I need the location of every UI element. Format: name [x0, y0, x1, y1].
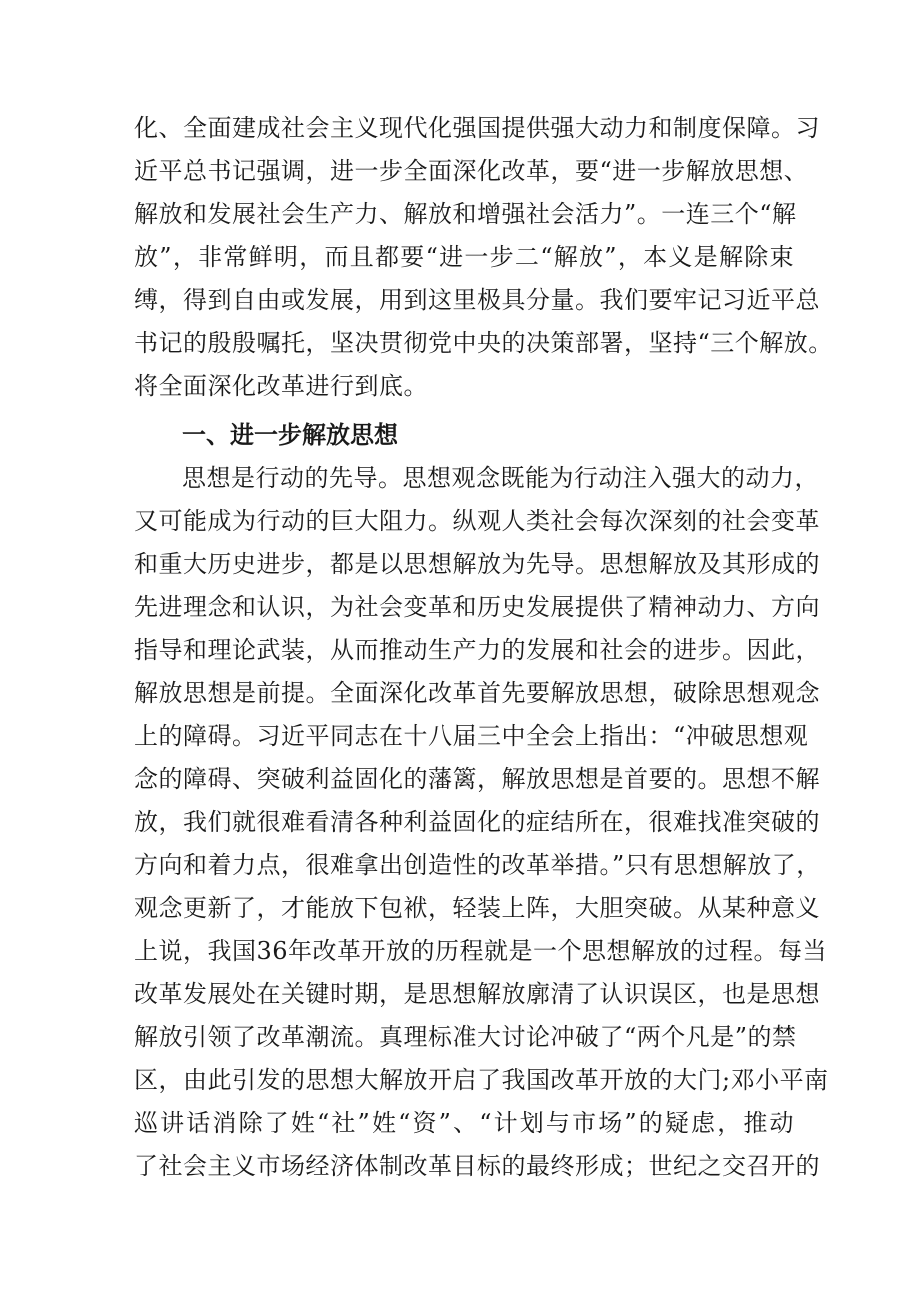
paragraph-2-line-6: 解放思想是前提。全面深化改革首先要解放思想，破除思想观念 [134, 679, 820, 707]
paragraph-1-line-3: 解放和发展社会生产力、解放和增强社会活力”。一连三个“解 [134, 200, 797, 228]
paragraph-2-line-16: 巡讲话消除了姓“社”姓“资”、“计划与市场”的疑虑，推动 [134, 1109, 794, 1137]
paragraph-1-line-2: 近平总书记强调，进一步全面深化改革，要“进一步解放思想、 [134, 157, 809, 185]
paragraph-1-line-5: 缚，得到自由或发展，用到这里极具分量。我们要牢记习近平总 [134, 286, 820, 314]
paragraph-2-line-4: 先进理念和认识，为社会变革和历史发展提供了精神动力、方向 [134, 593, 820, 621]
paragraph-1-line-6: 书记的殷殷嘱托，坚决贯彻党中央的决策部署，坚持“三个解放。 [134, 329, 833, 357]
section-heading: 一、进一步解放思想 [182, 421, 398, 449]
paragraph-2-line-5: 指导和理论武装，从而推动生产力的发展和社会的进步。因此， [134, 636, 820, 664]
paragraph-2-line-11: 观念更新了，才能放下包袱，轻装上阵，大胆突破。从某种意义 [134, 894, 820, 922]
paragraph-2-line-2: 又可能成为行动的巨大阻力。纵观人类社会每次深刻的社会变革 [134, 507, 820, 535]
paragraph-2-line-12: 上说，我国36年改革开放的历程就是一个思想解放的过程。每当 [134, 937, 828, 965]
paragraph-2-line-17: 了社会主义市场经济体制改革目标的最终形成；世纪之交召开的 [134, 1152, 820, 1180]
paragraph-2-line-9: 放，我们就很难看清各种利益固化的症结所在，很难找准突破的 [134, 808, 820, 836]
paragraph-2-line-14: 解放引领了改革潮流。真理标准大讨论冲破了“两个凡是”的禁 [134, 1023, 797, 1051]
paragraph-1-line-1: 化、全面建成社会主义现代化强国提供强大动力和制度保障。习 [134, 114, 820, 142]
paragraph-2-line-8: 念的障碍、突破利益固化的藩篱，解放思想是首要的。思想不解 [134, 765, 820, 793]
paragraph-2-line-10: 方向和着力点，很难拿出创造性的改革举措。”只有思想解放了， [134, 851, 821, 879]
paragraph-1-line-4: 放”，非常鲜明，而且都要“进一步二“解放”，本义是解除束 [134, 243, 794, 271]
paragraph-2-line-15: 区，由此引发的思想大解放开启了我国改革开放的大门;邓小平南 [134, 1066, 829, 1094]
paragraph-2-line-1: 思想是行动的先导。思想观念既能为行动注入强大的动力， [182, 464, 819, 492]
paragraph-2-line-3: 和重大历史进步，都是以思想解放为先导。思想解放及其形成的 [134, 550, 820, 578]
paragraph-2-line-13: 改革发展处在关键时期，是思想解放廓清了认识误区，也是思想 [134, 980, 820, 1008]
paragraph-2-line-7: 上的障碍。习近平同志在十八届三中全会上指出：“冲破思想观 [134, 722, 809, 750]
paragraph-1-line-7: 将全面深化改革进行到底。 [134, 372, 428, 400]
